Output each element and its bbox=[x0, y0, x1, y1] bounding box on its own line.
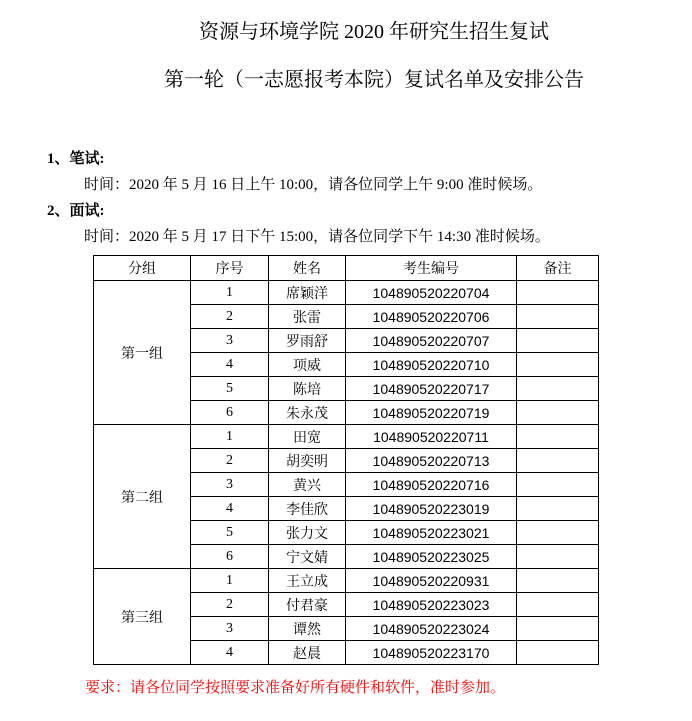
no-cell: 1 bbox=[191, 281, 269, 305]
name-cell: 陈培 bbox=[269, 377, 346, 401]
name-cell: 王立成 bbox=[269, 569, 346, 593]
remark-cell bbox=[517, 305, 599, 329]
name-cell: 李佳欣 bbox=[269, 497, 346, 521]
id-cell: 104890520220719 bbox=[346, 401, 517, 425]
no-cell: 3 bbox=[191, 329, 269, 353]
remark-cell bbox=[517, 497, 599, 521]
column-header-no: 序号 bbox=[191, 256, 269, 281]
section-detail-written-exam: 时间：2020 年 5 月 16 日上午 10:00，请各位同学上午 9:00 准时候场。 bbox=[84, 177, 543, 193]
name-cell: 赵晨 bbox=[269, 641, 346, 665]
table-row bbox=[94, 425, 599, 449]
id-cell: 104890520223021 bbox=[346, 521, 517, 545]
remark-cell bbox=[517, 545, 599, 569]
info-sections bbox=[47, 146, 692, 250]
document-title bbox=[0, 0, 692, 92]
table-header-row bbox=[94, 256, 599, 281]
group-cell-3: 第三组 bbox=[94, 569, 191, 665]
no-cell: 2 bbox=[191, 449, 269, 473]
name-cell: 宁文婧 bbox=[269, 545, 346, 569]
name-cell: 田宽 bbox=[269, 425, 346, 449]
name-cell: 席颖洋 bbox=[269, 281, 346, 305]
remark-cell bbox=[517, 425, 599, 449]
remark-cell bbox=[517, 617, 599, 641]
id-cell: 104890520220711 bbox=[346, 425, 517, 449]
id-cell: 104890520220931 bbox=[346, 569, 517, 593]
group-cell-2: 第二组 bbox=[94, 425, 191, 569]
section-heading-interview: 2、面试: bbox=[47, 203, 105, 219]
remark-cell bbox=[517, 593, 599, 617]
remark-cell bbox=[517, 401, 599, 425]
remark-cell bbox=[517, 281, 599, 305]
id-cell: 104890520223023 bbox=[346, 593, 517, 617]
name-cell: 付君豪 bbox=[269, 593, 346, 617]
id-cell: 104890520220716 bbox=[346, 473, 517, 497]
name-cell: 张雷 bbox=[269, 305, 346, 329]
remark-cell bbox=[517, 449, 599, 473]
no-cell: 1 bbox=[191, 425, 269, 449]
remark-cell bbox=[517, 569, 599, 593]
section-detail-interview: 时间：2020 年 5 月 17 日下午 15:00，请各位同学下午 14:30 准时候场。 bbox=[84, 229, 550, 245]
no-cell: 4 bbox=[191, 353, 269, 377]
no-cell: 4 bbox=[191, 497, 269, 521]
id-cell: 104890520223025 bbox=[346, 545, 517, 569]
table-row bbox=[94, 281, 599, 305]
remark-cell bbox=[517, 473, 599, 497]
no-cell: 6 bbox=[191, 545, 269, 569]
no-cell: 3 bbox=[191, 473, 269, 497]
id-cell: 104890520220710 bbox=[346, 353, 517, 377]
column-header-id: 考生编号 bbox=[346, 256, 517, 281]
no-cell: 5 bbox=[191, 377, 269, 401]
remark-cell bbox=[517, 329, 599, 353]
no-cell: 1 bbox=[191, 569, 269, 593]
name-cell: 朱永茂 bbox=[269, 401, 346, 425]
table-row bbox=[94, 569, 599, 593]
id-cell: 104890520220707 bbox=[346, 329, 517, 353]
name-cell: 黄兴 bbox=[269, 473, 346, 497]
no-cell: 2 bbox=[191, 593, 269, 617]
name-cell: 张力文 bbox=[269, 521, 346, 545]
no-cell: 4 bbox=[191, 641, 269, 665]
name-cell: 项威 bbox=[269, 353, 346, 377]
remark-cell bbox=[517, 521, 599, 545]
no-cell: 2 bbox=[191, 305, 269, 329]
id-cell: 104890520220713 bbox=[346, 449, 517, 473]
id-cell: 104890520220706 bbox=[346, 305, 517, 329]
column-header-remark: 备注 bbox=[517, 256, 599, 281]
id-cell: 104890520220704 bbox=[346, 281, 517, 305]
remark-cell bbox=[517, 353, 599, 377]
column-header-name: 姓名 bbox=[269, 256, 346, 281]
no-cell: 3 bbox=[191, 617, 269, 641]
remark-cell bbox=[517, 641, 599, 665]
remark-cell bbox=[517, 377, 599, 401]
requirement-note: 要求：请各位同学按照要求准备好所有硬件和软件，准时参加。 bbox=[85, 680, 506, 696]
table-body bbox=[94, 281, 599, 665]
name-cell: 谭然 bbox=[269, 617, 346, 641]
name-cell: 罗雨舒 bbox=[269, 329, 346, 353]
section-heading-written-exam: 1、笔试: bbox=[47, 151, 105, 167]
document-title-line2: 第一轮（一志愿报考本院）复试名单及安排公告 bbox=[164, 69, 584, 91]
id-cell: 104890520220717 bbox=[346, 377, 517, 401]
no-cell: 5 bbox=[191, 521, 269, 545]
id-cell: 104890520223170 bbox=[346, 641, 517, 665]
document-title-line1: 资源与环境学院 2020 年研究生招生复试 bbox=[199, 21, 549, 43]
name-cell: 胡奕明 bbox=[269, 449, 346, 473]
id-cell: 104890520223024 bbox=[346, 617, 517, 641]
id-cell: 104890520223019 bbox=[346, 497, 517, 521]
column-header-group: 分组 bbox=[94, 256, 191, 281]
no-cell: 6 bbox=[191, 401, 269, 425]
group-cell-1: 第一组 bbox=[94, 281, 191, 425]
table-header bbox=[94, 256, 599, 281]
candidate-table bbox=[93, 255, 599, 665]
